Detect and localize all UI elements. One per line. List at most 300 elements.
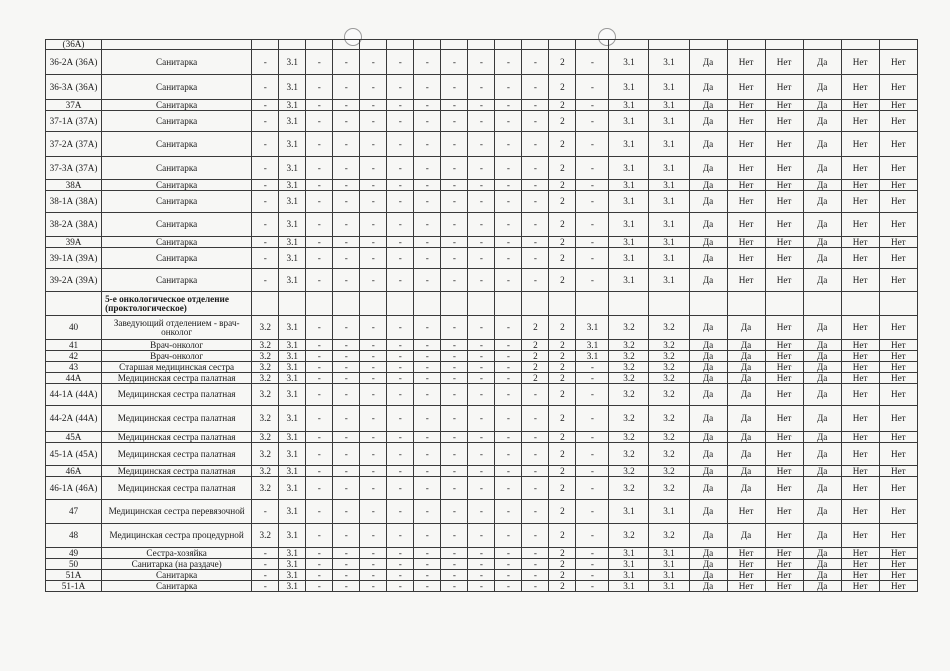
value-cell: 2: [549, 443, 576, 466]
row-code-cell: 46-1А (46А): [46, 477, 102, 500]
row-code-cell: 45А: [46, 432, 102, 443]
value-cell: -: [468, 570, 495, 581]
value-cell: -: [387, 213, 414, 237]
table-row: [46, 406, 918, 432]
value-cell: -: [414, 50, 441, 75]
value-cell: -: [414, 524, 441, 548]
value-cell: Нет: [879, 248, 917, 269]
value-cell: 3.2: [252, 351, 279, 362]
value-cell: Да: [727, 351, 765, 362]
value-cell: Да: [803, 466, 841, 477]
table-row-cut-top: [46, 40, 918, 50]
value-cell: -: [306, 180, 333, 191]
table-row: [46, 248, 918, 269]
value-cell: Да: [803, 50, 841, 75]
value-cell: -: [522, 50, 549, 75]
value-cell: Нет: [765, 384, 803, 406]
empty-cell: [495, 292, 522, 316]
value-cell: -: [441, 269, 468, 292]
position-name-cell: Санитарка: [102, 50, 252, 75]
value-cell: 3.1: [279, 100, 306, 111]
value-cell: 2: [549, 570, 576, 581]
value-cell: 2: [549, 50, 576, 75]
value-cell: Нет: [841, 548, 879, 559]
value-cell: -: [414, 500, 441, 524]
value-cell: -: [468, 157, 495, 180]
value-cell: -: [576, 75, 609, 100]
value-cell: 3.2: [649, 466, 689, 477]
position-name-cell: Санитарка: [102, 248, 252, 269]
value-cell: Нет: [841, 316, 879, 340]
value-cell: 3.1: [279, 111, 306, 132]
value-cell: -: [576, 362, 609, 373]
value-cell: Нет: [879, 316, 917, 340]
value-cell: 3.2: [649, 384, 689, 406]
value-cell: 3.2: [649, 524, 689, 548]
value-cell: Нет: [727, 111, 765, 132]
value-cell: Нет: [879, 191, 917, 213]
value-cell: 3.1: [609, 213, 649, 237]
value-cell: -: [306, 559, 333, 570]
value-cell: -: [252, 269, 279, 292]
table-row: [46, 237, 918, 248]
empty-cell: [576, 292, 609, 316]
value-cell: -: [333, 351, 360, 362]
value-cell: -: [441, 466, 468, 477]
value-cell: Нет: [841, 50, 879, 75]
value-cell: -: [468, 373, 495, 384]
value-cell: Да: [689, 548, 727, 559]
value-cell: -: [333, 384, 360, 406]
value-cell: -: [495, 180, 522, 191]
value-cell: 3.2: [649, 432, 689, 443]
value-cell: 2: [522, 316, 549, 340]
value-cell: -: [306, 157, 333, 180]
value-cell: Нет: [765, 50, 803, 75]
value-cell: -: [468, 50, 495, 75]
table-row: [46, 50, 918, 75]
value-cell: -: [468, 180, 495, 191]
value-cell: -: [333, 559, 360, 570]
value-cell: 3.1: [609, 132, 649, 157]
value-cell: Нет: [879, 269, 917, 292]
value-cell: -: [360, 213, 387, 237]
value-cell: Да: [803, 237, 841, 248]
value-cell: -: [468, 191, 495, 213]
value-cell: -: [333, 500, 360, 524]
value-cell: 3.1: [609, 581, 649, 592]
value-cell: -: [360, 157, 387, 180]
value-cell: -: [441, 237, 468, 248]
value-cell: -: [333, 340, 360, 351]
value-cell: 2: [549, 180, 576, 191]
value-cell: -: [387, 384, 414, 406]
value-cell: 3.1: [279, 237, 306, 248]
value-cell: -: [495, 75, 522, 100]
value-cell: 2: [549, 316, 576, 340]
value-cell: -: [306, 316, 333, 340]
table-row: [46, 132, 918, 157]
row-code-cell: 51-1А: [46, 581, 102, 592]
table-row: [46, 548, 918, 559]
value-cell: Нет: [841, 351, 879, 362]
value-cell: 3.1: [649, 500, 689, 524]
value-cell: Нет: [879, 362, 917, 373]
value-cell: Да: [727, 443, 765, 466]
value-cell: -: [306, 191, 333, 213]
position-name-cell: Санитарка: [102, 180, 252, 191]
value-cell: -: [495, 248, 522, 269]
value-cell: Нет: [765, 548, 803, 559]
value-cell: -: [387, 406, 414, 432]
empty-cell: [306, 292, 333, 316]
value-cell: -: [360, 373, 387, 384]
value-cell: Нет: [879, 75, 917, 100]
value-cell: -: [441, 500, 468, 524]
value-cell: 2: [549, 466, 576, 477]
value-cell: -: [468, 524, 495, 548]
value-cell: 3.2: [609, 340, 649, 351]
value-cell: 3.2: [252, 466, 279, 477]
value-cell: Нет: [765, 75, 803, 100]
empty-cell: [549, 292, 576, 316]
value-cell: -: [576, 570, 609, 581]
value-cell: -: [414, 570, 441, 581]
position-name-cell: Санитарка: [102, 111, 252, 132]
value-cell: Да: [803, 548, 841, 559]
value-cell: -: [360, 570, 387, 581]
working-conditions-table: [45, 39, 918, 592]
value-cell: -: [414, 477, 441, 500]
value-cell: Нет: [727, 559, 765, 570]
value-cell: 3.1: [279, 548, 306, 559]
value-cell: -: [360, 384, 387, 406]
value-cell: 2: [549, 384, 576, 406]
table-row: [46, 581, 918, 592]
position-name-cell: Врач-онколог: [102, 351, 252, 362]
value-cell: 2: [549, 191, 576, 213]
empty-cell: [649, 292, 689, 316]
value-cell: Нет: [841, 213, 879, 237]
value-cell: -: [306, 406, 333, 432]
value-cell: -: [576, 248, 609, 269]
value-cell: 3.1: [279, 559, 306, 570]
value-cell: -: [441, 477, 468, 500]
value-cell: Да: [803, 111, 841, 132]
empty-cell: [46, 292, 102, 316]
value-cell: Нет: [841, 132, 879, 157]
value-cell: -: [576, 237, 609, 248]
value-cell: -: [387, 443, 414, 466]
value-cell: Да: [689, 351, 727, 362]
value-cell: -: [306, 237, 333, 248]
value-cell: -: [468, 477, 495, 500]
value-cell: 2: [549, 500, 576, 524]
row-code-cell: 43: [46, 362, 102, 373]
value-cell: 3.2: [609, 373, 649, 384]
value-cell: -: [468, 432, 495, 443]
value-cell: -: [414, 373, 441, 384]
value-cell: -: [306, 432, 333, 443]
value-cell: 3.2: [609, 362, 649, 373]
row-code-cell: 49: [46, 548, 102, 559]
row-code-cell: 51А: [46, 570, 102, 581]
value-cell: Нет: [727, 157, 765, 180]
value-cell: Да: [803, 351, 841, 362]
value-cell: 3.1: [609, 548, 649, 559]
value-cell: Да: [803, 213, 841, 237]
value-cell: -: [441, 213, 468, 237]
value-cell: -: [333, 132, 360, 157]
value-cell: -: [360, 362, 387, 373]
position-name-cell: Санитарка: [102, 75, 252, 100]
value-cell: -: [468, 248, 495, 269]
empty-cell: [279, 292, 306, 316]
value-cell: -: [495, 466, 522, 477]
value-cell: -: [495, 362, 522, 373]
value-cell: Нет: [879, 524, 917, 548]
value-cell: Нет: [765, 248, 803, 269]
value-cell: -: [576, 191, 609, 213]
value-cell: Нет: [765, 100, 803, 111]
value-cell: -: [522, 269, 549, 292]
value-cell: -: [576, 132, 609, 157]
row-code-cell: (36А): [46, 40, 102, 50]
row-code-cell: 40: [46, 316, 102, 340]
row-code-cell: 38А: [46, 180, 102, 191]
value-cell: 3.1: [279, 466, 306, 477]
value-cell: -: [360, 237, 387, 248]
value-cell: Нет: [879, 237, 917, 248]
value-cell: Да: [689, 269, 727, 292]
value-cell: -: [306, 548, 333, 559]
value-cell: -: [495, 443, 522, 466]
value-cell: -: [360, 340, 387, 351]
value-cell: Да: [689, 384, 727, 406]
value-cell: Нет: [841, 340, 879, 351]
value-cell: -: [333, 237, 360, 248]
value-cell: -: [333, 548, 360, 559]
value-cell: -: [387, 100, 414, 111]
value-cell: 2: [522, 362, 549, 373]
position-name-cell: Санитарка: [102, 213, 252, 237]
value-cell: 3.1: [609, 100, 649, 111]
value-cell: 3.2: [649, 340, 689, 351]
value-cell: -: [522, 111, 549, 132]
value-cell: -: [387, 581, 414, 592]
value-cell: -: [441, 340, 468, 351]
value-cell: Нет: [841, 559, 879, 570]
value-cell: 2: [549, 75, 576, 100]
value-cell: 3.1: [279, 75, 306, 100]
table-row: [46, 432, 918, 443]
position-name-cell: Старшая медицинская сестра: [102, 362, 252, 373]
value-cell: 3.2: [609, 477, 649, 500]
value-cell: 3.1: [609, 75, 649, 100]
value-cell: -: [522, 443, 549, 466]
row-code-cell: 41: [46, 340, 102, 351]
value-cell: -: [522, 559, 549, 570]
value-cell: -: [333, 180, 360, 191]
value-cell: 2: [549, 100, 576, 111]
value-cell: 3.1: [279, 443, 306, 466]
value-cell: 2: [549, 524, 576, 548]
table-row: [46, 351, 918, 362]
value-cell: Нет: [727, 500, 765, 524]
value-cell: -: [441, 248, 468, 269]
value-cell: -: [441, 362, 468, 373]
value-cell: 3.1: [649, 213, 689, 237]
value-cell: -: [252, 248, 279, 269]
value-cell: 3.1: [576, 316, 609, 340]
value-cell: -: [333, 75, 360, 100]
value-cell: Да: [803, 570, 841, 581]
position-name-cell: Санитарка: [102, 191, 252, 213]
value-cell: -: [495, 269, 522, 292]
value-cell: -: [414, 111, 441, 132]
value-cell: -: [495, 213, 522, 237]
value-cell: Нет: [727, 180, 765, 191]
value-cell: Нет: [765, 581, 803, 592]
value-cell: Да: [689, 477, 727, 500]
value-cell: -: [360, 524, 387, 548]
row-code-cell: 45-1А (45А): [46, 443, 102, 466]
value-cell: 3.2: [609, 406, 649, 432]
value-cell: Нет: [765, 443, 803, 466]
value-cell: 3.1: [279, 406, 306, 432]
value-cell: -: [306, 500, 333, 524]
position-name-cell: Медицинская сестра палатная: [102, 477, 252, 500]
value-cell: Да: [803, 248, 841, 269]
value-cell: -: [495, 111, 522, 132]
value-cell: -: [495, 50, 522, 75]
value-cell: Нет: [841, 500, 879, 524]
value-cell: Да: [803, 406, 841, 432]
value-cell: -: [468, 351, 495, 362]
value-cell: -: [387, 524, 414, 548]
value-cell: Нет: [879, 432, 917, 443]
value-cell: -: [441, 524, 468, 548]
value-cell: Да: [689, 50, 727, 75]
position-name-cell: Медицинская сестра палатная: [102, 443, 252, 466]
value-cell: Нет: [765, 180, 803, 191]
value-cell: -: [468, 100, 495, 111]
value-cell: Да: [803, 157, 841, 180]
value-cell: -: [441, 373, 468, 384]
value-cell: -: [360, 248, 387, 269]
value-cell: 3.1: [279, 50, 306, 75]
value-cell: Нет: [841, 75, 879, 100]
value-cell: Нет: [879, 180, 917, 191]
value-cell: -: [414, 406, 441, 432]
value-cell: 3.1: [649, 237, 689, 248]
value-cell: -: [576, 500, 609, 524]
value-cell: Да: [803, 100, 841, 111]
value-cell: 3.2: [609, 316, 649, 340]
value-cell: Нет: [841, 466, 879, 477]
value-cell: Да: [803, 373, 841, 384]
row-code-cell: 39-1А (39А): [46, 248, 102, 269]
value-cell: -: [360, 443, 387, 466]
value-cell: -: [576, 524, 609, 548]
value-cell: -: [306, 75, 333, 100]
value-cell: -: [387, 316, 414, 340]
value-cell: Да: [727, 406, 765, 432]
value-cell: -: [414, 443, 441, 466]
value-cell: Да: [803, 180, 841, 191]
value-cell: Да: [727, 362, 765, 373]
value-cell: -: [387, 500, 414, 524]
value-cell: 3.1: [279, 132, 306, 157]
value-cell: Нет: [879, 373, 917, 384]
value-cell: Нет: [765, 406, 803, 432]
value-cell: -: [522, 213, 549, 237]
value-cell: -: [414, 269, 441, 292]
value-cell: -: [333, 213, 360, 237]
value-cell: -: [333, 406, 360, 432]
value-cell: -: [576, 100, 609, 111]
value-cell: -: [576, 213, 609, 237]
value-cell: -: [441, 75, 468, 100]
position-name-cell: Медицинская сестра палатная: [102, 384, 252, 406]
value-cell: 3.2: [649, 373, 689, 384]
row-code-cell: 39-2А (39А): [46, 269, 102, 292]
value-cell: Да: [727, 384, 765, 406]
value-cell: 3.1: [609, 180, 649, 191]
value-cell: 3.1: [649, 269, 689, 292]
value-cell: -: [468, 406, 495, 432]
value-cell: -: [360, 111, 387, 132]
value-cell: 2: [549, 351, 576, 362]
value-cell: -: [576, 180, 609, 191]
value-cell: -: [576, 559, 609, 570]
empty-cell: [252, 292, 279, 316]
value-cell: Нет: [765, 524, 803, 548]
position-name-cell: Врач-онколог: [102, 340, 252, 351]
table-row: [46, 340, 918, 351]
value-cell: -: [252, 581, 279, 592]
value-cell: -: [495, 316, 522, 340]
position-name-cell: Медицинская сестра палатная: [102, 373, 252, 384]
value-cell: Нет: [879, 340, 917, 351]
table-row: [46, 75, 918, 100]
value-cell: 2: [549, 477, 576, 500]
value-cell: -: [441, 132, 468, 157]
empty-cell: [727, 292, 765, 316]
value-cell: -: [522, 524, 549, 548]
value-cell: 2: [549, 548, 576, 559]
value-cell: Да: [803, 477, 841, 500]
value-cell: -: [576, 269, 609, 292]
value-cell: Нет: [727, 581, 765, 592]
value-cell: 3.1: [279, 373, 306, 384]
empty-cell: [841, 292, 879, 316]
value-cell: -: [252, 548, 279, 559]
value-cell: Нет: [765, 500, 803, 524]
value-cell: -: [333, 443, 360, 466]
value-cell: 3.2: [649, 316, 689, 340]
value-cell: 3.1: [609, 570, 649, 581]
row-code-cell: 38-2А (38А): [46, 213, 102, 237]
position-name-cell: Санитарка: [102, 269, 252, 292]
value-cell: -: [333, 100, 360, 111]
value-cell: -: [387, 237, 414, 248]
table-row: [46, 213, 918, 237]
value-cell: Да: [689, 373, 727, 384]
value-cell: -: [360, 581, 387, 592]
table-row: [46, 269, 918, 292]
value-cell: 3.2: [609, 443, 649, 466]
